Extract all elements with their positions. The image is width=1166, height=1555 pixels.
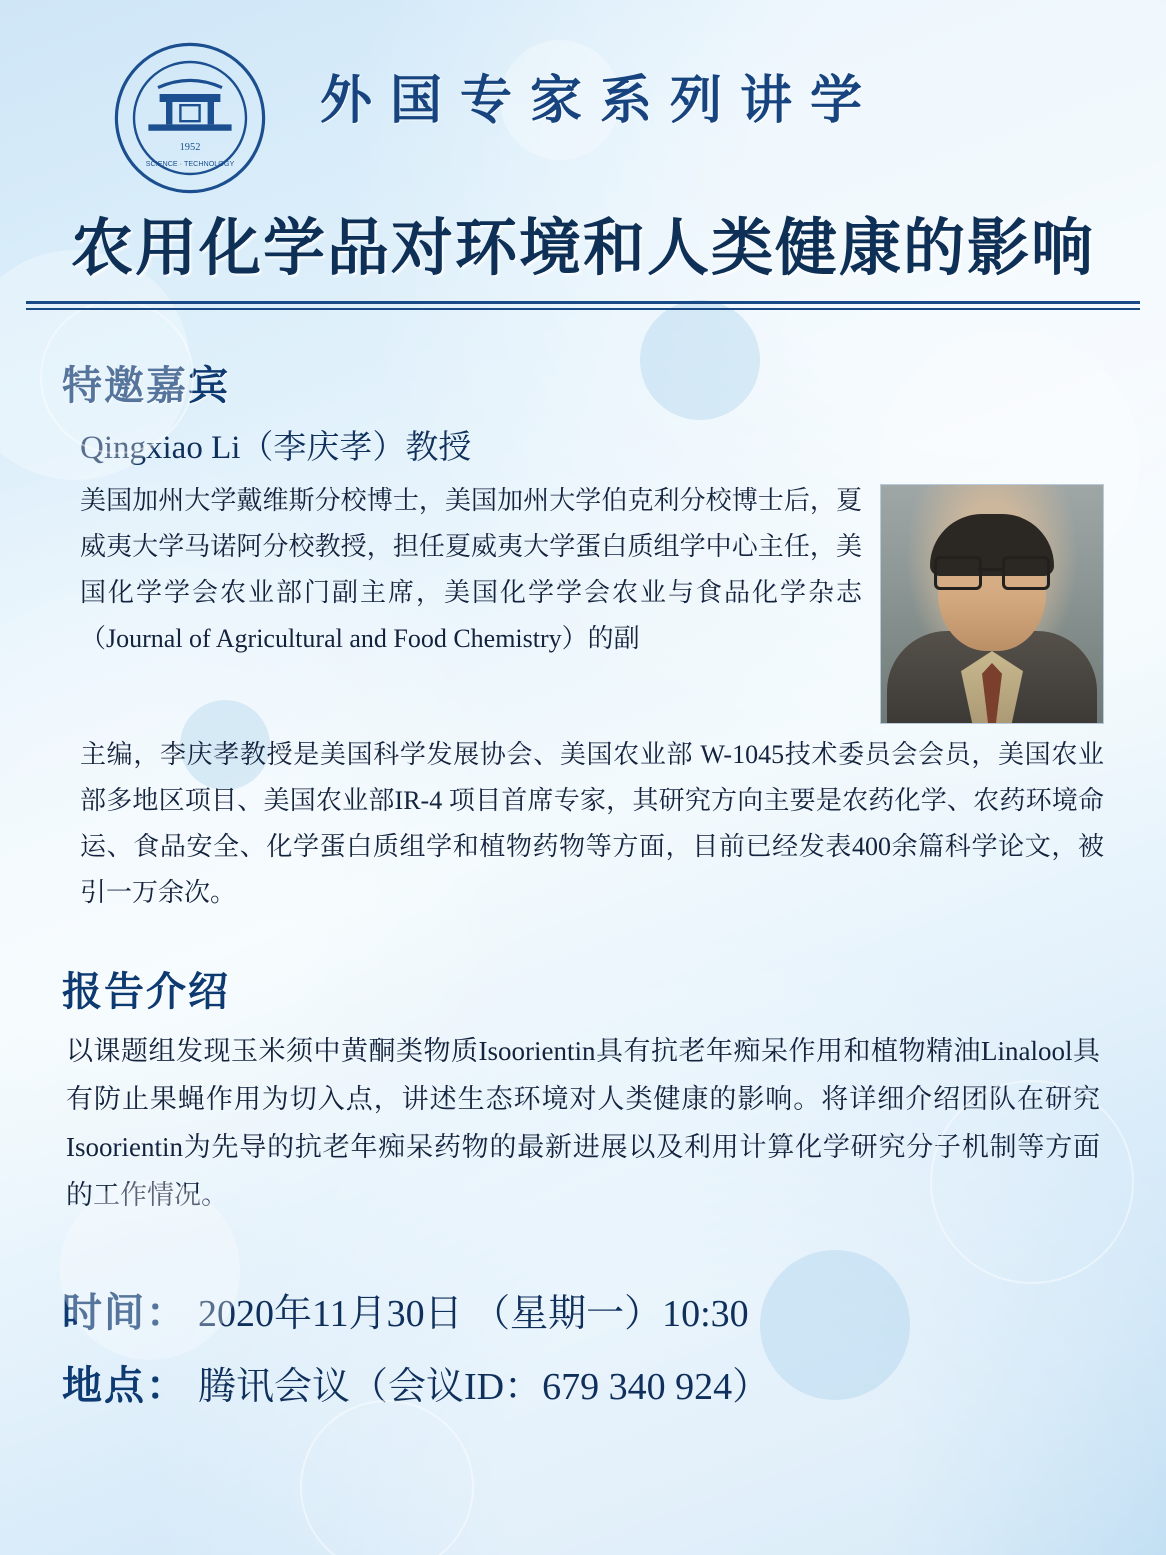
event-place-row <box>62 1354 1104 1411</box>
speaker-portrait <box>880 484 1104 724</box>
guest-bio-paragraph-1: 美国加州大学戴维斯分校博士，美国加州大学伯克利分校博士后，夏威夷大学马诺阿分校教授，担任夏威夷大学蛋白质组学中心主任，美国化学学会农业部门副主席，美国化学学会农业与食品化学杂志（Journal of Agricultural and Food Chemistry）的副 <box>80 486 862 653</box>
guest-section <box>62 354 1104 916</box>
decorative-bubble <box>300 1400 474 1555</box>
poster-header <box>0 0 1166 190</box>
svg-text:1952: 1952 <box>179 142 201 153</box>
time-value: 2020年11月30日 （星期一）10:30 <box>198 1293 749 1335</box>
place-value: 腾讯会议（会议ID：679 340 924） <box>198 1366 771 1408</box>
report-section-heading: 报告介绍 <box>62 970 230 1014</box>
main-title-block <box>26 198 1140 310</box>
time-label: 时间： <box>62 1291 188 1335</box>
page-title: 农用化学品对环境和人类健康的影响 <box>70 214 1095 283</box>
title-rule-thin <box>26 308 1140 310</box>
title-rule <box>26 301 1140 304</box>
university-seal-icon <box>110 38 270 198</box>
place-label: 地点： <box>62 1364 188 1408</box>
report-body: 以课题组发现玉米须中黄酮类物质Isoorientin具有抗老年痴呆作用和植物精油Linalool具有防止果蝇作用为切入点，讲述生态环境对人类健康的影响。将详细介绍团队在研究Isoorientin为先导的抗老年痴呆药物的最新进展以及利用计算化学研究分子机制等方面的工作情况。 <box>66 1036 1100 1210</box>
svg-text:SCIENCE · TECHNOLOGY: SCIENCE · TECHNOLOGY <box>145 159 235 168</box>
report-section <box>62 960 1104 1219</box>
guest-bio-paragraph-2: 主编，李庆孝教授是美国科学发展协会、美国农业部 W-1045技术委员会会员，美国农业部多地区项目、美国农业部IR-4 项目首席专家，其研究方向主要是农药化学、农药环境命运、食品安全、化学蛋白质组学和植物药物等方面，目前已经发表400余篇科学论文，被引一万余次。 <box>80 740 1104 907</box>
event-time-row <box>62 1281 1104 1338</box>
guest-name: Qingxiao Li（李庆孝）教授 <box>80 430 472 466</box>
guest-section-heading: 特邀嘉宾 <box>62 364 230 408</box>
event-info <box>62 1281 1104 1411</box>
portrait-glasses-icon <box>934 556 1050 586</box>
guest-bio-wrap <box>62 478 1104 916</box>
series-title: 外国专家系列讲学 <box>320 72 881 130</box>
